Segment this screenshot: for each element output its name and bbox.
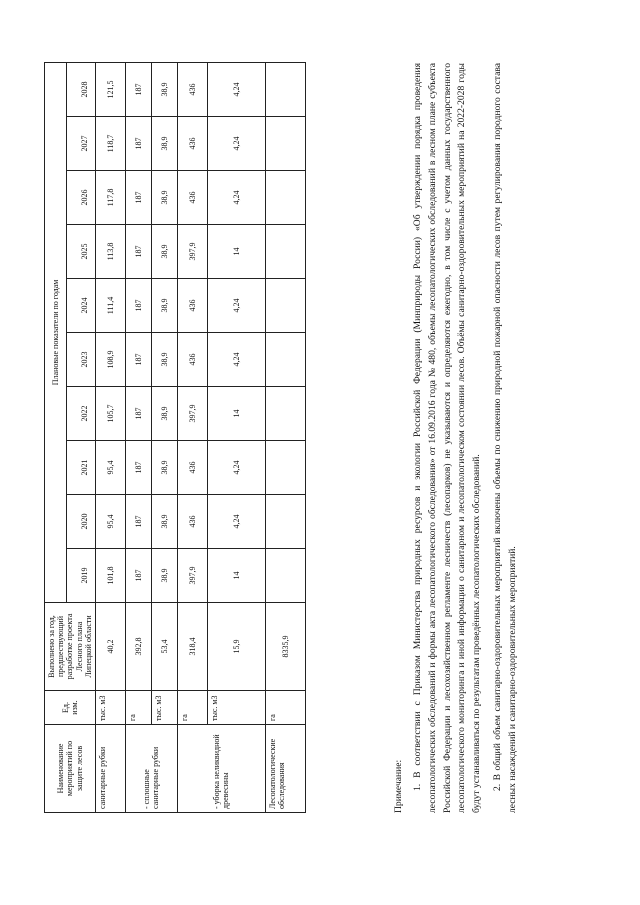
table-cell: 105,7 — [95, 387, 125, 441]
table-cell: 187 — [125, 62, 151, 116]
table-cell — [265, 495, 305, 549]
table-cell: 95,4 — [95, 441, 125, 495]
table-cell: 4,24 — [207, 117, 265, 171]
table-cell — [265, 387, 305, 441]
table-cell: 121,5 — [95, 62, 125, 116]
table-cell: 4,24 — [207, 171, 265, 225]
table-cell: 397,9 — [177, 225, 207, 279]
notes-title: Примечание: — [393, 759, 404, 813]
row-unit: га — [125, 691, 151, 725]
table-cell: 38,9 — [151, 279, 177, 333]
table-cell: 95,4 — [95, 495, 125, 549]
table-cell: 187 — [125, 387, 151, 441]
row-done: 318,4 — [177, 603, 207, 691]
header-done: Выполнено за год, предшествующий разработке проекта Лесного плана Липецкой области — [45, 603, 96, 691]
table-cell: 38,9 — [151, 387, 177, 441]
header-unit: Ед. изм. — [45, 691, 96, 725]
row-unit: тыс. м3 — [151, 691, 177, 725]
row-done: 392,8 — [125, 603, 151, 691]
table-cell: 4,24 — [207, 495, 265, 549]
table-cell: 436 — [177, 495, 207, 549]
table-cell: 436 — [177, 171, 207, 225]
row-name: - сплошные санитарные рубки — [125, 725, 177, 813]
table-cell: 101,8 — [95, 549, 125, 603]
row-name: Лесопатологические обследования — [265, 725, 305, 813]
table-cell: 436 — [177, 279, 207, 333]
table-row — [207, 62, 265, 812]
table-cell — [265, 441, 305, 495]
table-cell: 111,4 — [95, 279, 125, 333]
row-unit: га — [177, 691, 207, 725]
table-cell: 14 — [207, 225, 265, 279]
table-cell: 117,8 — [95, 171, 125, 225]
header-year: 2026 — [67, 171, 96, 225]
header-year: 2022 — [67, 387, 96, 441]
table-cell: 187 — [125, 441, 151, 495]
table-cell: 4,24 — [207, 279, 265, 333]
table-cell: 38,9 — [151, 333, 177, 387]
table-cell: 187 — [125, 279, 151, 333]
table-cell: 38,9 — [151, 62, 177, 116]
table-cell — [265, 62, 305, 116]
row-unit: тыс. м3 — [95, 691, 125, 725]
table-cell: 397,9 — [177, 549, 207, 603]
row-done: 40,2 — [95, 603, 125, 691]
table-cell: 38,9 — [151, 117, 177, 171]
table-row — [125, 62, 151, 812]
table-cell — [265, 171, 305, 225]
table-cell: 4,24 — [207, 333, 265, 387]
forest-protection-table — [44, 62, 306, 813]
table-cell: 397,9 — [177, 387, 207, 441]
header-planned: Плановые показатели по годам — [45, 62, 67, 602]
notes-section — [392, 63, 527, 813]
row-done: 15,9 — [207, 603, 265, 691]
row-name: - уборка неликвидной древесины — [177, 725, 265, 813]
table-row — [177, 62, 207, 812]
row-name: санитарные рубки — [95, 725, 125, 813]
note-paragraph: 1. В соответствии с Приказом Министерства природных ресурсов и экологии Российской Федерации (Минприроды России) «Об утверждении порядка проведения лесопатологических обследований и формы акта лесопатологического обследования» от 16.09.2016 года № 480, объемы лесопатологических обследований в лесном плане субъекта Российской Федерации и лесохозяйственном регламенте лесничеств (лесопарков) не указываются и определяются ежегодно, в том числе с учетом данных государственного лесопатологического мониторинга и иной информации о санитарном и лесопатологическом состоянии лесов. Объёмы санитарно-оздоровительных мероприятий на 2022-2028 годы будут устанавливаться по результатам проведённых лесопатологических обследований. — [411, 63, 483, 813]
row-unit: тыс. м3 — [207, 691, 265, 725]
header-year: 2028 — [67, 62, 96, 116]
table-cell: 187 — [125, 225, 151, 279]
table-cell: 436 — [177, 441, 207, 495]
table-cell: 436 — [177, 117, 207, 171]
table-cell: 38,9 — [151, 549, 177, 603]
table-cell: 187 — [125, 549, 151, 603]
header-year: 2024 — [67, 279, 96, 333]
table-cell: 4,24 — [207, 441, 265, 495]
row-done: 8335,9 — [265, 603, 305, 691]
table-cell: 38,9 — [151, 441, 177, 495]
table-cell: 14 — [207, 549, 265, 603]
table-header — [45, 62, 96, 812]
header-year: 2027 — [67, 117, 96, 171]
table-row — [95, 62, 125, 812]
header-year: 2025 — [67, 225, 96, 279]
table-cell: 187 — [125, 117, 151, 171]
table-cell: 14 — [207, 387, 265, 441]
table-cell: 187 — [125, 495, 151, 549]
table-cell: 113,8 — [95, 225, 125, 279]
table-cell: 38,9 — [151, 225, 177, 279]
header-year: 2020 — [67, 495, 96, 549]
table-body — [95, 62, 305, 812]
table-row — [265, 62, 305, 812]
table-cell — [265, 333, 305, 387]
table-cell: 436 — [177, 62, 207, 116]
table-cell: 38,9 — [151, 171, 177, 225]
table-row — [151, 62, 177, 812]
row-unit: га — [265, 691, 305, 725]
header-year: 2023 — [67, 333, 96, 387]
table-cell: 4,24 — [207, 62, 265, 116]
row-done: 53,4 — [151, 603, 177, 691]
table-cell: 187 — [125, 171, 151, 225]
header-name: Наименование мероприятий по защите лесов — [45, 725, 96, 813]
table-cell — [265, 549, 305, 603]
table-cell — [265, 279, 305, 333]
table-cell: 108,9 — [95, 333, 125, 387]
table-cell — [265, 117, 305, 171]
table-cell — [265, 225, 305, 279]
note-paragraph: 2. В общий объем санитарно-оздоровительных мероприятий включены объемы по снижению природной пожарной опасности лесов путем регулирования породного состава лесных насаждений и санитарно-оздоровительных мероприятий. — [492, 63, 519, 813]
table-cell: 187 — [125, 333, 151, 387]
table-cell: 38,9 — [151, 495, 177, 549]
table-cell: 118,7 — [95, 117, 125, 171]
header-year: 2021 — [67, 441, 96, 495]
table-cell: 436 — [177, 333, 207, 387]
header-year: 2019 — [67, 549, 96, 603]
